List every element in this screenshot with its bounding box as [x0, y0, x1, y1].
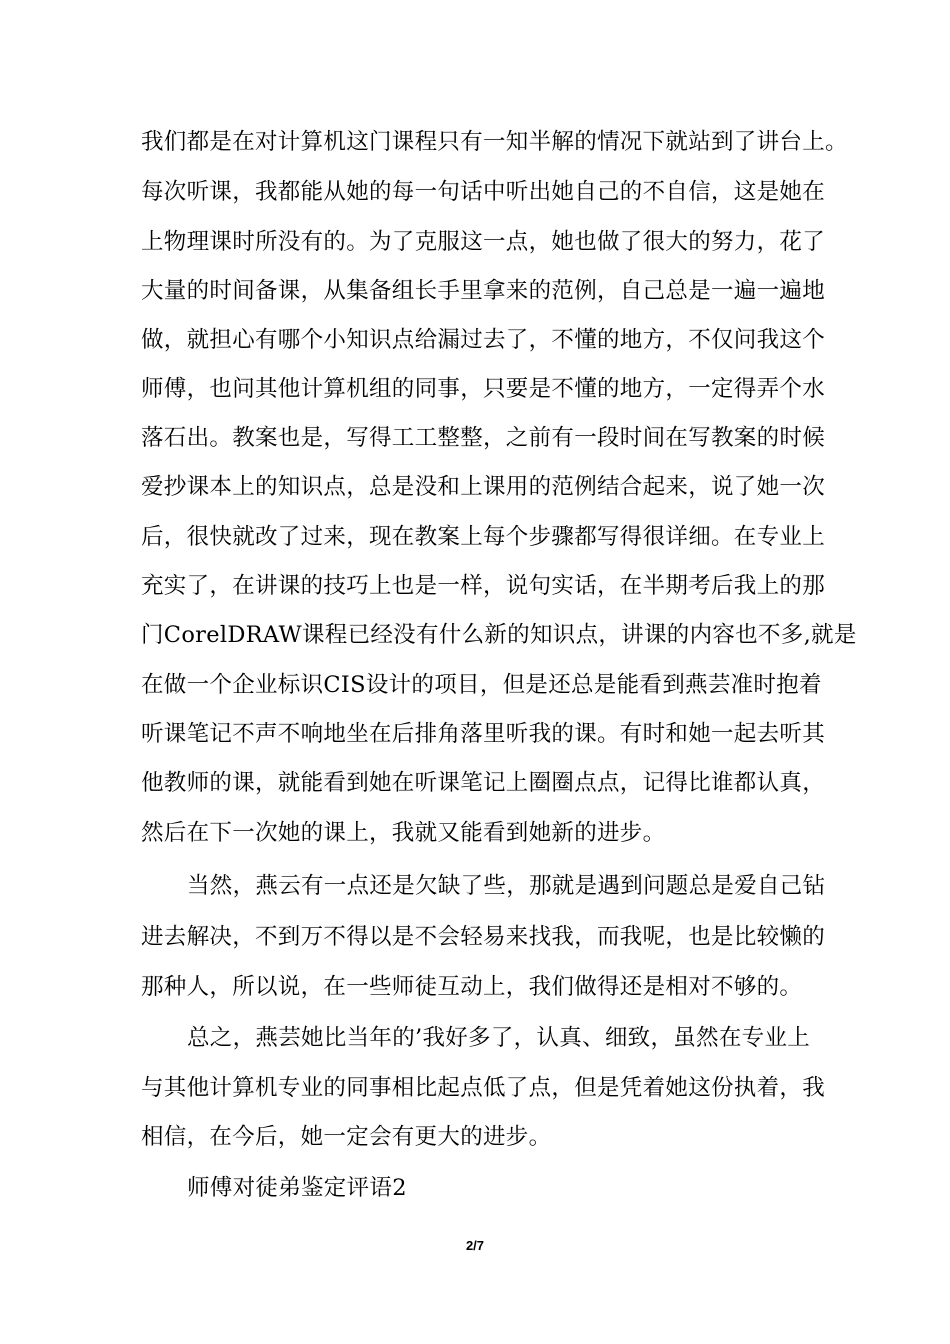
text-line: 上物理课时所没有的。为了克服这一点，她也做了很大的努力，花了 [141, 229, 826, 255]
text-line: 相信，在今后，她一定会有更大的进步。 [141, 1124, 552, 1150]
text-line: 他教师的课，就能看到她在听课笔记上圈圈点点，记得比谁都认真， [141, 770, 826, 796]
text-line: 进去解决，不到万不得以是不会轻易来找我，而我呢，也是比较懒的 [141, 924, 826, 950]
text-line: 师傅，也问其他计算机组的同事，只要是不懂的地方，一定得弄个水 [141, 376, 826, 402]
section-heading: 师傅对徒弟鉴定评语2 [187, 1175, 407, 1201]
text-line: 门CorelDRAW课程已经没有什么新的知识点，讲课的内容也不多,就是 [141, 622, 857, 648]
text-line: 每次听课，我都能从她的每一句话中听出她自己的不自信，这是她在 [141, 179, 826, 205]
text-line: 当然，燕云有一点还是欠缺了些，那就是遇到问题总是爱自己钻 [187, 873, 826, 899]
text-line: 在做一个企业标识CIS设计的项目，但是还总是能看到燕芸准时抱着 [141, 672, 822, 698]
text-line: 然后在下一次她的课上，我就又能看到她新的进步。 [141, 820, 666, 846]
text-line: 爱抄课本上的知识点，总是没和上课用的范例结合起来，说了她一次 [141, 474, 826, 500]
text-line: 那种人，所以说，在一些师徒互动上，我们做得还是相对不够的。 [141, 974, 803, 1000]
text-line: 总之，燕芸她比当年的’我好多了，认真、细致，虽然在专业上 [187, 1025, 811, 1051]
text-line: 大量的时间备课，从集备组长手里拿来的范例，自己总是一遍一遍地 [141, 278, 826, 304]
page-number: 2/7 [465, 1238, 485, 1253]
text-line: 听课笔记不声不响地坐在后排角落里听我的课。有时和她一起去听其 [141, 721, 826, 747]
text-line: 落石出。教案也是，写得工工整整，之前有一段时间在写教案的时候 [141, 425, 826, 451]
text-line: 做，就担心有哪个小知识点给漏过去了，不懂的地方，不仅问我这个 [141, 327, 826, 353]
text-line: 与其他计算机专业的同事相比起点低了点，但是凭着她这份执着，我 [141, 1075, 826, 1101]
text-line: 充实了，在讲课的技巧上也是一样，说句实话，在半期考后我上的那 [141, 573, 826, 599]
text-line: 我们都是在对计算机这门课程只有一知半解的情况下就站到了讲台上。 [141, 129, 848, 155]
text-line: 后，很快就改了过来，现在教案上每个步骤都写得很详细。在专业上 [141, 524, 826, 550]
